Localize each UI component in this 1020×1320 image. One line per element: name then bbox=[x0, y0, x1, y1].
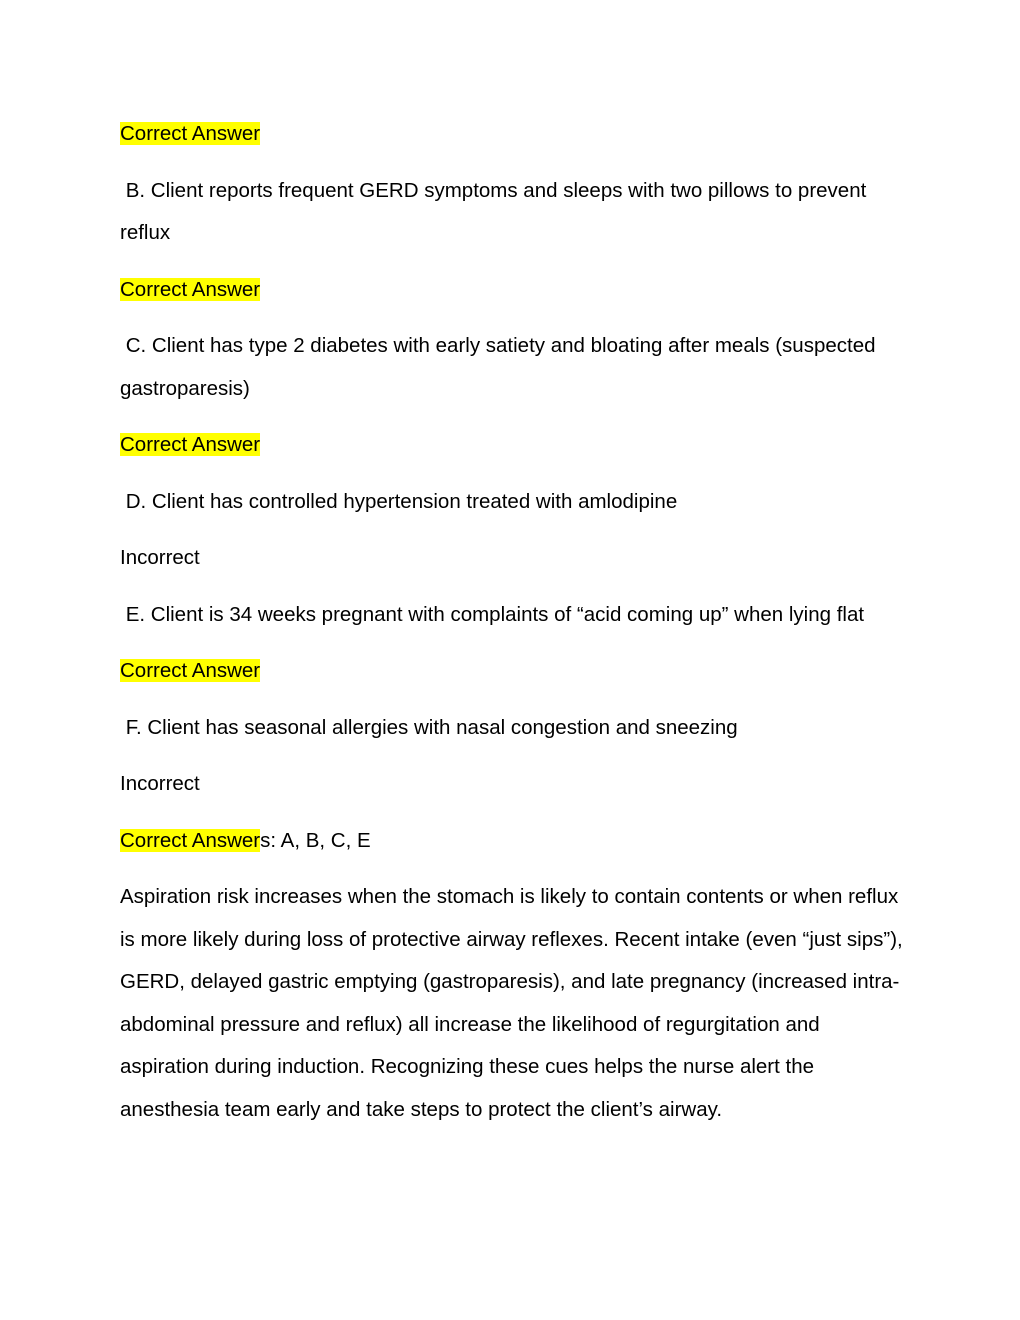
answer-label bbox=[120, 424, 910, 467]
option-c: C. Client has type 2 diabetes with early satiety and bloating after meals (suspected gastroparesis) bbox=[120, 334, 882, 400]
highlighted-label: Correct Answer bbox=[120, 433, 261, 456]
highlighted-label: Correct Answer bbox=[120, 122, 261, 145]
highlighted-label: Correct Answer bbox=[120, 828, 261, 852]
incorrect-label: Incorrect bbox=[120, 546, 200, 569]
answers-list: s: A, B, C, E bbox=[260, 828, 371, 852]
option-e: E. Client is 34 weeks pregnant with complaints of “acid coming up” when lying flat bbox=[120, 602, 865, 626]
option-b: B. Client reports frequent GERD symptoms and sleeps with two pillows to prevent reflux bbox=[120, 178, 872, 244]
incorrect-label: Incorrect bbox=[120, 772, 200, 795]
option-f: F. Client has seasonal allergies with nasal congestion and sneezing bbox=[120, 715, 738, 739]
highlighted-label: Correct Answer bbox=[120, 277, 261, 301]
option-d: D. Client has controlled hypertension treated with amlodipine bbox=[120, 489, 678, 513]
highlighted-label: Correct Answer bbox=[120, 659, 261, 682]
answer-label bbox=[120, 650, 910, 693]
answer-label bbox=[120, 113, 910, 156]
correct-answers-summary bbox=[120, 820, 910, 863]
rationale-paragraph: Aspiration risk increases when the stomach is likely to contain contents or when reflux is more likely during loss of protective airway reflexes. Recent intake (even “just sips”), GERD, delayed gastric emptying (gastroparesis), and late pregnancy (increased intra-abdominal pressure and reflux) all increase the likelihood of regurgitation and aspiration during induction. Recognizing these cues helps the nurse alert the anesthesia team early and take steps to protect the client’s airway. bbox=[120, 885, 909, 1121]
document-page bbox=[120, 113, 910, 1131]
answer-label bbox=[120, 269, 910, 312]
